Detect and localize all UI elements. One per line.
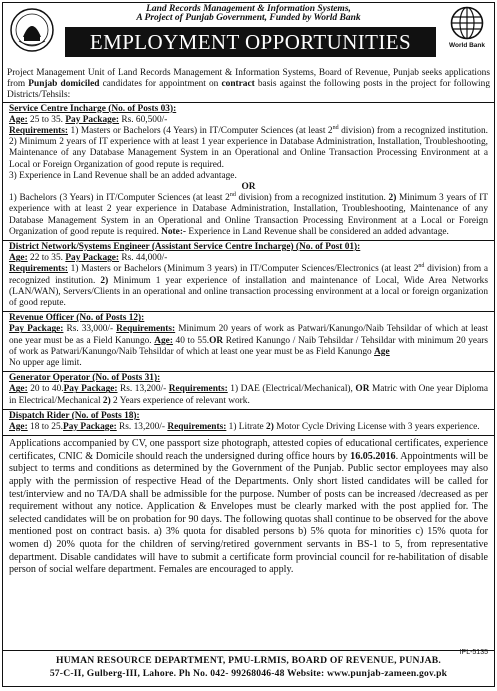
section-heading: Service Centre Incharge (No. of Posts 03):: [9, 103, 177, 114]
requirement-text: 1) Bachelors (3 Years) in IT/Computer Sciences (at least 2: [9, 193, 230, 204]
applications-text: Applications accompanied by CV, one passport size photograph, attested copies of educational certificates, experience certificates, CNIC & Domicile should reach the undersigned during office hours by: [9, 438, 488, 462]
note-text: Experience in Land Revenue shall be considered an added advantage.: [186, 226, 449, 237]
age-label: Age:: [9, 253, 28, 264]
applications-paragraph: [3, 435, 494, 577]
pay-label: Pay Package:: [63, 422, 117, 433]
intro-text: candidates for appointment on: [99, 79, 222, 90]
age-label: Age:: [9, 114, 28, 125]
requirements-label: Requirements:: [9, 264, 68, 275]
superscript: nd: [418, 263, 425, 270]
organization-subtitle: A Project of Punjab Government, Funded by World Bank: [136, 13, 361, 23]
requirement-text: 1) Masters or Bachelors (Minimum 3 years) in IT/Computer Sciences/Electronics (at least 2: [68, 264, 419, 275]
requirement-text: Motor Cycle Driving License with 3 years experience.: [273, 422, 480, 433]
organization-name: Land Records Management & Information Systems,: [146, 4, 351, 14]
superscript: nd: [332, 124, 339, 131]
or-divider: OR: [241, 182, 256, 193]
age-value: 18 to 25.: [27, 422, 63, 433]
section-service-centre-incharge: [3, 102, 494, 240]
age-label: Age:: [9, 422, 28, 433]
or-word: OR: [355, 384, 370, 395]
requirement-text: Retired Kanungo / Naib Tehsildar / Tehsildar with minimum 20 years of work as Patwari/Kanungo/Naib Tehsildar of which at least one year must be as Field Kanungo: [9, 335, 488, 357]
pay-value: Rs. 33,000/-: [63, 324, 117, 335]
requirement-text: 3) Experience in Land Revenue shall be an added advantage.: [9, 170, 237, 181]
section-district-network-engineer: [3, 240, 494, 311]
page-title: EMPLOYMENT OPPORTUNITIES: [65, 27, 436, 57]
requirement-text: division) from a recognized institution.: [235, 193, 389, 204]
pay-value: Rs. 13,200/-: [116, 422, 168, 433]
applications-text: . Appointments will be subject to terms and conditions as determined by the Government of the Punjab. Public sector employees may also apply with the permission of respective Head of the Departments. Only short listed candidates will be called for test/interview and no TA/DA shall be admissible for the purpose. Number of posts can be increased /decreased as per requirement without any notice. Application & Envelopes must be clearly marked with the post applied for. The selected candidates will be on probation for 90 days. The following quotas shall continue to be observed for the above mentioned post on contract basis. a) 3% quota for disabled persons b) 5% quota for minorities c) 15% quota for women d) 20% quota for the children of serving/retired government servants in BS-1 to 5, from representative department. Disable candidates will have to submit a certificate form provincial council for re-habilitation of disable person of social welfare department. Females are encouraged to apply.: [9, 450, 488, 576]
pay-value: Rs. 44,000/-: [119, 253, 168, 264]
footer-department: HUMAN RESOURCE DEPARTMENT, PMU-LRMIS, BOARD OF REVENUE, PUNJAB.: [56, 655, 441, 666]
pay-label: Pay Package:: [9, 324, 64, 335]
pay-value: Rs. 13,200/-: [117, 384, 169, 395]
reference-code: IPL-5135: [459, 649, 488, 656]
age-value: 20 to 40.: [27, 384, 64, 395]
age-label: Age: [374, 346, 390, 357]
section-generator-operator: [3, 371, 494, 409]
requirement-text: Minimum 3 years of IT experience with at least 2 year experience in Database Administration, Installation, Troubleshooting, Maintenance of any Database Management System in an Operational and Online Transaction Processing Environment at a Local or Foreign Organization of good repute is required.: [9, 193, 488, 237]
world-bank-label: World Bank: [449, 42, 485, 49]
section-dispatch-rider: [3, 409, 494, 435]
requirement-number: 2): [388, 193, 397, 204]
age-note: No upper age limit.: [9, 358, 82, 369]
globe-icon: [450, 6, 484, 40]
requirement-text: 1) Masters or Bachelors (4 Years) in IT/Computer Sciences (at least 2: [68, 126, 333, 137]
pay-label: Pay Package:: [65, 253, 120, 264]
intro-text: basis against the following posts in the project for following Districts/Tehsils:: [7, 79, 490, 101]
requirements-label: Requirements:: [168, 384, 228, 395]
intro-domicile: Punjab domiciled: [28, 79, 100, 90]
requirement-text: division) from a recognized institution.: [9, 264, 488, 286]
requirement-text: 1) DAE (Electrical/Mechanical),: [227, 384, 356, 395]
requirement-text: 2) Minimum 2 years of IT experience with at least 1 year experience in Database Administration, Installation, Troubleshooting, Maintenance of any Database Management System in an Operational and Online Transaction Processing Environment at a Local or Foreign Organization of good repute is required.: [9, 137, 488, 170]
requirement-number: 2): [100, 275, 109, 286]
requirement-number: 2): [266, 422, 274, 433]
section-revenue-officer: [3, 311, 494, 371]
age-label: Age:: [154, 335, 173, 346]
requirement-text: Minimum 1 year experience of installation and maintenance of Local, Wide Area Networks (LAN/WAN), Servers/Clients in an operational and online transaction processing environment at a local or foreign organization of good repute.: [9, 275, 488, 309]
pay-value: Rs. 60,500/-: [119, 114, 168, 125]
age-value: 25 to 35.: [27, 114, 66, 125]
superscript: nd: [229, 192, 236, 199]
header: [3, 3, 494, 67]
section-heading: Revenue Officer (No. of Posts 12):: [9, 313, 145, 324]
requirement-text: Matric with One year Diploma in Electrical/Mechanical: [9, 384, 488, 406]
intro-text: Project Management Unit of Land Records Management & Information Systems, Board of Revenue, Punjab seeks applications from: [7, 68, 490, 90]
pay-label: Pay Package:: [63, 384, 118, 395]
requirements-label: Requirements:: [116, 324, 176, 335]
age-label: Age:: [9, 384, 28, 395]
requirement-number: 2): [102, 395, 111, 406]
intro-contract: contract: [221, 79, 255, 90]
requirements-label: Requirements:: [167, 422, 227, 433]
note-label: Note:-: [161, 226, 187, 237]
pay-label: Pay Package:: [65, 114, 120, 125]
or-word: OR: [209, 335, 224, 346]
age-value: 22 to 35.: [27, 253, 66, 264]
requirements-label: Requirements:: [9, 126, 68, 137]
world-bank-logo: [445, 6, 489, 62]
age-value: 40 to 55.: [172, 335, 210, 346]
requirement-text: Minimum 20 years of work as Patwari/Kanungo/Naib Tehsildar of which at least one year must be as a Field Kanungo.: [9, 324, 488, 346]
footer: [3, 650, 494, 686]
requirement-text: division) from a recognized institution.: [338, 126, 488, 137]
section-heading: Generator Operator (No. of Posts 31):: [9, 373, 161, 384]
requirement-text: 2 Years experience of relevant work.: [110, 395, 250, 406]
section-heading: District Network/Systems Engineer (Assistant Service Centre Incharge) (No. of Post 01):: [9, 242, 361, 253]
requirement-text: 1) Litrate: [226, 422, 267, 433]
intro-paragraph: [3, 68, 494, 102]
deadline-date: 16.05.2016: [350, 450, 396, 462]
section-heading: Dispatch Rider (No. of Posts 18):: [9, 410, 140, 421]
footer-contact: 57-C-II, Gulberg-III, Lahore. Ph No. 042- 99268046-48 Website: www.punjab-zameen.gov.pk: [49, 668, 448, 679]
advertisement: [2, 2, 495, 687]
